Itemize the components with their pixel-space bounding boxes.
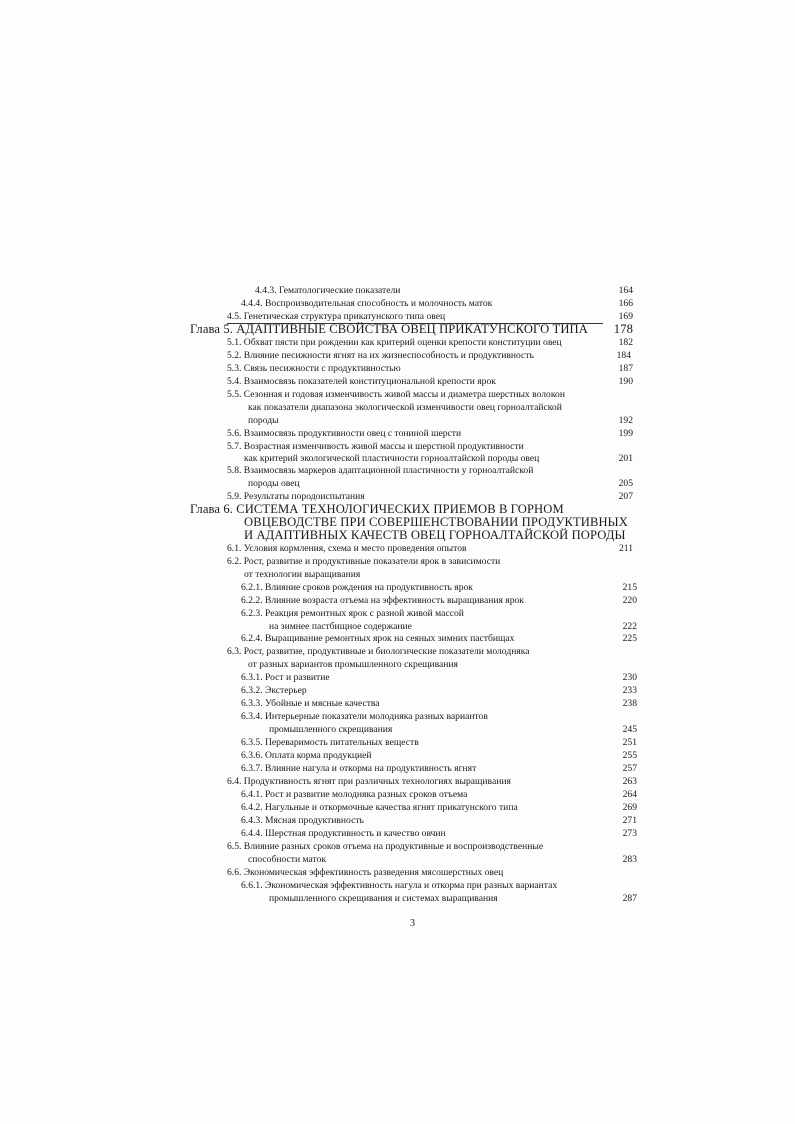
toc-entry-page: 184 — [616, 350, 631, 361]
toc-entry — [241, 595, 637, 607]
toc-entry-title: 6.2.4. Выращивание ремонтных ярок на сеяных зимних пастбищах — [241, 633, 515, 644]
page-number: 3 — [410, 918, 415, 929]
toc-entry-page: 263 — [622, 776, 637, 787]
toc-entry-page: 269 — [622, 802, 637, 813]
toc-entry — [241, 737, 637, 749]
toc-entry — [227, 465, 633, 477]
toc-entry-page: 164 — [618, 285, 633, 296]
toc-entry-title: 6.4.4. Шерстная продуктивность и качество овчин — [241, 828, 446, 839]
toc-entry-title: 5.5. Сезонная и годовая изменчивость живой массы и диаметра шерстных волокон — [227, 389, 565, 400]
toc-entry-title: 6.2.2. Влияние возраста отъема на эффективность выращивания ярок — [241, 595, 524, 606]
toc-entry — [241, 750, 637, 762]
toc-entry-title: Глава 5. АДАПТИВНЫЕ СВОЙСТВА ОВЕЦ ПРИКАТУНСКОГО ТИПА — [190, 322, 588, 336]
toc-entry-title: 6.3.1. Рост и развитие — [241, 672, 330, 683]
toc-entry — [248, 478, 633, 490]
toc-entry-page: 166 — [618, 298, 633, 309]
toc-entry — [227, 350, 631, 362]
toc-entry-title: промышленного скрещивания — [269, 724, 393, 735]
toc-entry-page: 178 — [613, 322, 633, 336]
toc-chapter-line — [190, 323, 633, 336]
toc-entry-page: 225 — [622, 633, 637, 644]
toc-entry-page: 257 — [622, 763, 637, 774]
toc-entry — [227, 776, 637, 788]
toc-entry-title: способности маток — [248, 854, 327, 865]
toc-entry-page: 215 — [622, 582, 637, 593]
toc-entry-page: 199 — [618, 428, 633, 439]
toc-entry-title: породы овец — [248, 478, 300, 489]
toc-entry — [227, 556, 633, 568]
toc-entry-title: 6.6. Экономическая эффективность разведения мясошерстных овец — [227, 867, 504, 878]
toc-entry — [248, 659, 637, 671]
toc-entry-title: 6.3.2. Экстерьер — [241, 685, 307, 696]
toc-entry-title: 4.4.4. Воспроизводительная способность и молочность маток — [241, 298, 493, 309]
toc-entry — [227, 543, 633, 555]
toc-entry — [241, 633, 637, 645]
toc-entry-title: 6.4.2. Нагульные и откормочные качества ягнят прикатунского типа — [241, 802, 518, 813]
toc-entry-title: ОВЦЕВОДСТВЕ ПРИ СОВЕРШЕНСТВОВАНИИ ПРОДУКТИВНЫХ — [244, 515, 628, 529]
toc-entry-page: 271 — [622, 815, 637, 826]
toc-entry — [241, 880, 637, 892]
toc-entry-page: 287 — [622, 893, 637, 904]
toc-entry-title: от технологии выращивания — [244, 569, 361, 580]
toc-entry — [255, 285, 633, 297]
toc-entry — [227, 376, 633, 388]
toc-entry — [227, 363, 633, 375]
toc-entry-title: 6.4. Продуктивность ягнят при различных технологиях выращивания — [227, 776, 511, 787]
toc-entry-title: 5.2. Влияние песижности ягнят на их жизнеспособность и продуктивность — [227, 350, 534, 361]
toc-entry — [241, 608, 637, 620]
toc-entry-page: 222 — [622, 621, 637, 632]
toc-entry-page: 207 — [618, 491, 633, 502]
toc-entry-title: 5.8. Взаимосвязь маркеров адаптационной пластичности у горноалтайской — [227, 465, 534, 476]
toc-entry-title: 6.3. Рост, развитие, продуктивные и биологические показатели молодняка — [227, 646, 530, 657]
toc-entry-page: 238 — [622, 698, 637, 709]
toc-entry-title: И АДАПТИВНЫХ КАЧЕСТВ ОВЕЦ ГОРНОАЛТАЙСКОЙ ПОРОДЫ — [244, 528, 626, 542]
toc-entry — [241, 828, 637, 840]
toc-entry — [269, 621, 637, 633]
toc-entry-title: 5.7. Возрастная изменчивость живой массы и шерстной продуктивности — [227, 441, 524, 452]
toc-entry — [248, 854, 637, 866]
toc-entry — [241, 763, 637, 775]
toc-entry-title: как показатели диапазона экологической изменчивости овец горноалтайской — [248, 402, 562, 413]
toc-entry-title: 6.3.4. Интерьерные показатели молодняка разных вариантов — [241, 711, 488, 722]
toc-entry-page: 255 — [622, 750, 637, 761]
toc-entry-title: 6.4.1. Рост и развитие молодняка разных сроков отъема — [241, 789, 468, 800]
toc-entry-title: 5.4. Взаимосвязь показателей конституциональной крепости ярок — [227, 376, 496, 387]
toc-entry — [241, 672, 637, 684]
toc-chapter-line — [244, 529, 633, 542]
toc-entry-page: 192 — [618, 415, 633, 426]
toc-entry-title: 5.9. Результаты породоиспытания — [227, 491, 365, 502]
toc-entry-title: 6.5. Влияние разных сроков отъема на продуктивные и воспроизводственные — [227, 841, 544, 852]
toc-entry-title: 5.1. Обхват пясти при рождении как критерий оценки крепости конституции овец — [227, 337, 562, 348]
toc-entry — [241, 298, 633, 310]
toc-entry — [227, 441, 633, 453]
toc-entry-page: 190 — [618, 376, 633, 387]
toc-entry-page: 251 — [622, 737, 637, 748]
toc-entry-page: 245 — [622, 724, 637, 735]
toc-entry-page: 205 — [618, 478, 633, 489]
toc-entry-title: 6.1. Условия кормления, схема и место проведения опытов — [227, 543, 467, 554]
toc-entry-title: на зимнее пастбищное содержание — [269, 621, 412, 632]
toc-entry — [269, 724, 637, 736]
toc-entry-title: Глава 6. СИСТЕМА ТЕХНОЛОГИЧЕСКИХ ПРИЕМОВ В ГОРНОМ — [190, 502, 564, 516]
toc-entry-page: 201 — [618, 453, 633, 464]
toc-entry — [227, 841, 637, 853]
toc-entry-title: породы — [248, 415, 279, 426]
toc-entry-title: 4.4.3. Гематологические показатели — [255, 285, 401, 296]
toc-entry — [227, 428, 633, 440]
toc-entry-page: 182 — [618, 337, 633, 348]
toc-entry-page: 283 — [622, 854, 637, 865]
toc-entry — [244, 453, 633, 465]
toc-entry — [227, 646, 637, 658]
toc-entry — [248, 402, 633, 414]
toc-entry — [244, 569, 633, 581]
toc-entry-title: 6.3.7. Влияние нагула и откорма на продуктивность ягнят — [241, 763, 477, 774]
toc-entry-title: 6.3.3. Убойные и мясные качества — [241, 698, 380, 709]
toc-entry-title: 6.2.1. Влияние сроков рождения на продуктивность ярок — [241, 582, 473, 593]
toc-entry-page: 264 — [622, 789, 637, 800]
toc-entry — [241, 582, 637, 594]
toc-entry-title: 6.4.3. Мясная продуктивность — [241, 815, 364, 826]
toc-entry-title: 6.2.3. Реакция ремонтных ярок с разной живой массой — [241, 608, 464, 619]
toc-entry-page: 230 — [622, 672, 637, 683]
toc-entry-title: как критерий экологической пластичности горноалтайской породы овец — [244, 453, 540, 464]
toc-entry-page: 211 — [618, 543, 633, 554]
toc-entry — [241, 685, 637, 697]
toc-entry-page: 233 — [622, 685, 637, 696]
toc-entry-title: 5.6. Взаимосвязь продуктивности овец с тониной шерсти — [227, 428, 462, 439]
toc-entry-title: 6.2. Рост, развитие и продуктивные показатели ярок в зависимости — [227, 556, 501, 567]
toc-entry — [241, 802, 637, 814]
toc-entry-page: 187 — [618, 363, 633, 374]
toc-entry-title: 6.3.6. Оплата корма продукцией — [241, 750, 372, 761]
toc-entry — [269, 893, 637, 905]
toc-entry-title: от разных вариантов промышленного скрещивания — [248, 659, 458, 670]
toc-entry — [227, 867, 637, 879]
toc-entry-page: 273 — [622, 828, 637, 839]
toc-entry — [248, 415, 633, 427]
toc-entry — [241, 698, 637, 710]
toc-entry-title: 6.6.1. Экономическая эффективность нагула и откорма при разных вариантах — [241, 880, 558, 891]
toc-entry-title: промышленного скрещивания и системах выращивания — [269, 893, 498, 904]
toc-entry — [241, 789, 637, 801]
toc-entry-page: 220 — [622, 595, 637, 606]
toc-entry — [241, 711, 637, 723]
toc-entry-title: 6.3.5. Переваримость питательных веществ — [241, 737, 419, 748]
toc-entry — [227, 389, 633, 401]
toc-entry — [241, 815, 637, 827]
toc-entry — [227, 337, 633, 349]
toc-entry-title: 5.3. Связь песижности с продуктивностью — [227, 363, 401, 374]
toc-entry-page: 169 — [618, 311, 633, 322]
toc-entry-title: 4.5. Генетическая структура прикатунского типа овец — [227, 311, 446, 322]
